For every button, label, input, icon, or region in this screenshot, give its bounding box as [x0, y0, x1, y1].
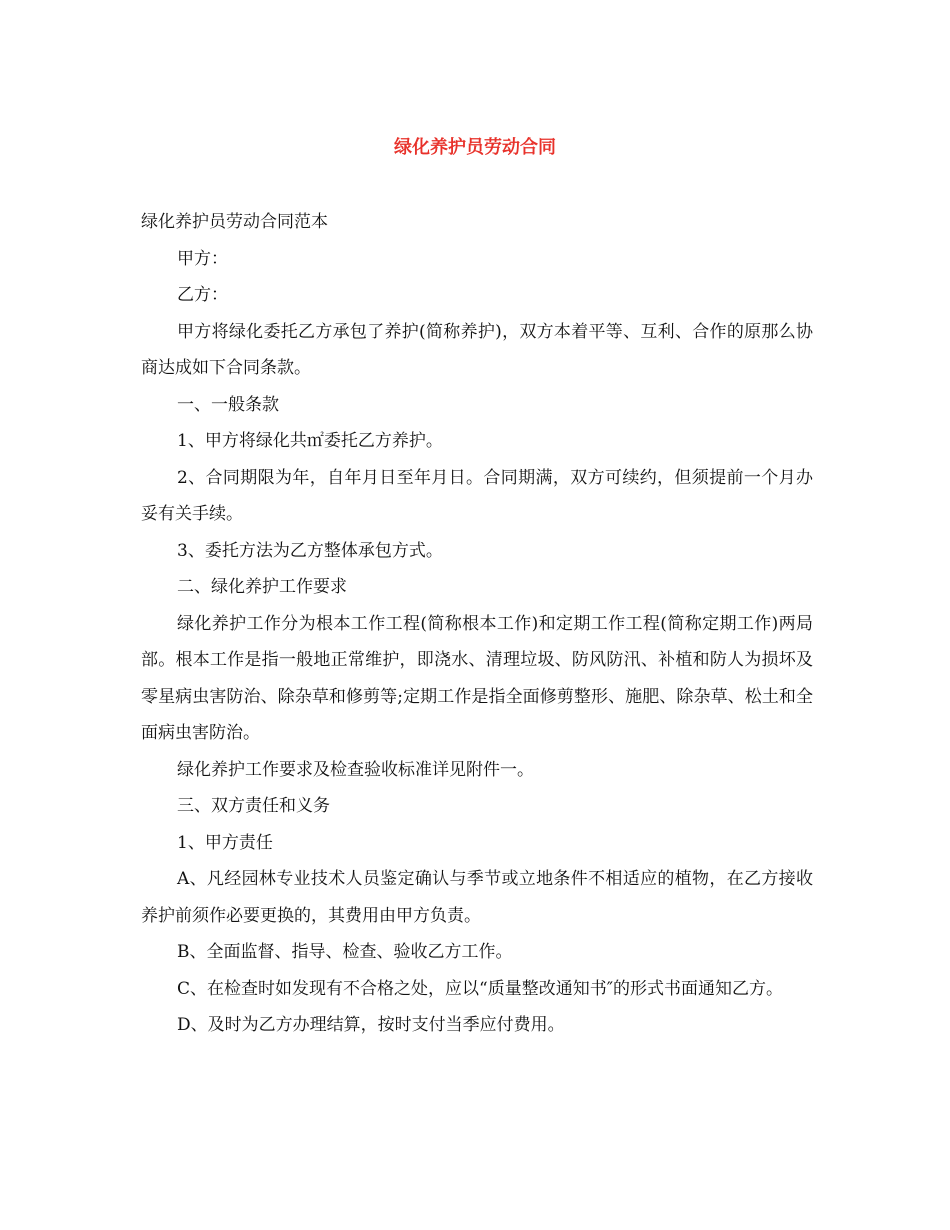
- paragraph: D、及时为乙方办理结算，按时支付当季应付费用。: [177, 1015, 565, 1035]
- paragraph: 3、委托方法为乙方整体承包方式。: [177, 540, 443, 561]
- document-body: [141, 204, 813, 1044]
- section-heading: 一、一般条款: [177, 394, 279, 415]
- paragraph: 1、甲方将绿化共㎡委托乙方养护。: [177, 431, 443, 451]
- document-title: 绿化养护员劳动合同: [394, 137, 556, 158]
- paragraph: 甲方将绿化委托乙方承包了养护(简称养护)，双方本着平等、互利、合作的原那么协商达成如下合同条款。: [141, 321, 813, 378]
- paragraph: B、全面监督、指导、检查、验收乙方工作。: [177, 942, 513, 962]
- paragraph: 1、甲方责任: [177, 832, 273, 853]
- paragraph: C、在检查时如发现有不合格之处，应以“质量整改通知书″的形式书面通知乙方。: [177, 978, 784, 999]
- section-heading: 二、绿化养护工作要求: [177, 577, 347, 597]
- section-heading: 三、双方责任和义务: [177, 796, 330, 816]
- paragraph: 绿化养护工作要求及检查验收标准详见附件一。: [177, 759, 534, 780]
- paragraph: 乙方：: [177, 285, 228, 305]
- paragraph: 甲方：: [177, 248, 228, 269]
- paragraph: 2、合同期限为年，自年月日至年月日。合同期满，双方可续约，但须提前一个月办妥有关手续。: [141, 467, 813, 524]
- paragraph: A、凡经园林专业技术人员鉴定确认与季节或立地条件不相适应的植物，在乙方接收养护前须作必要更换的，其费用由甲方负责。: [141, 869, 813, 926]
- paragraph: 绿化养护员劳动合同范本: [141, 212, 328, 232]
- paragraph: 绿化养护工作分为根本工作工程(简称根本工作)和定期工作工程(简称定期工作)两局部。根本工作是指一般地正常维护，即浇水、清理垃圾、防风防汛、补植和防人为损坏及零星病虫害防治、除杂草和修剪等;定期工作是指全面修剪整形、施肥、除杂草、松土和全面病虫害防治。: [141, 613, 813, 743]
